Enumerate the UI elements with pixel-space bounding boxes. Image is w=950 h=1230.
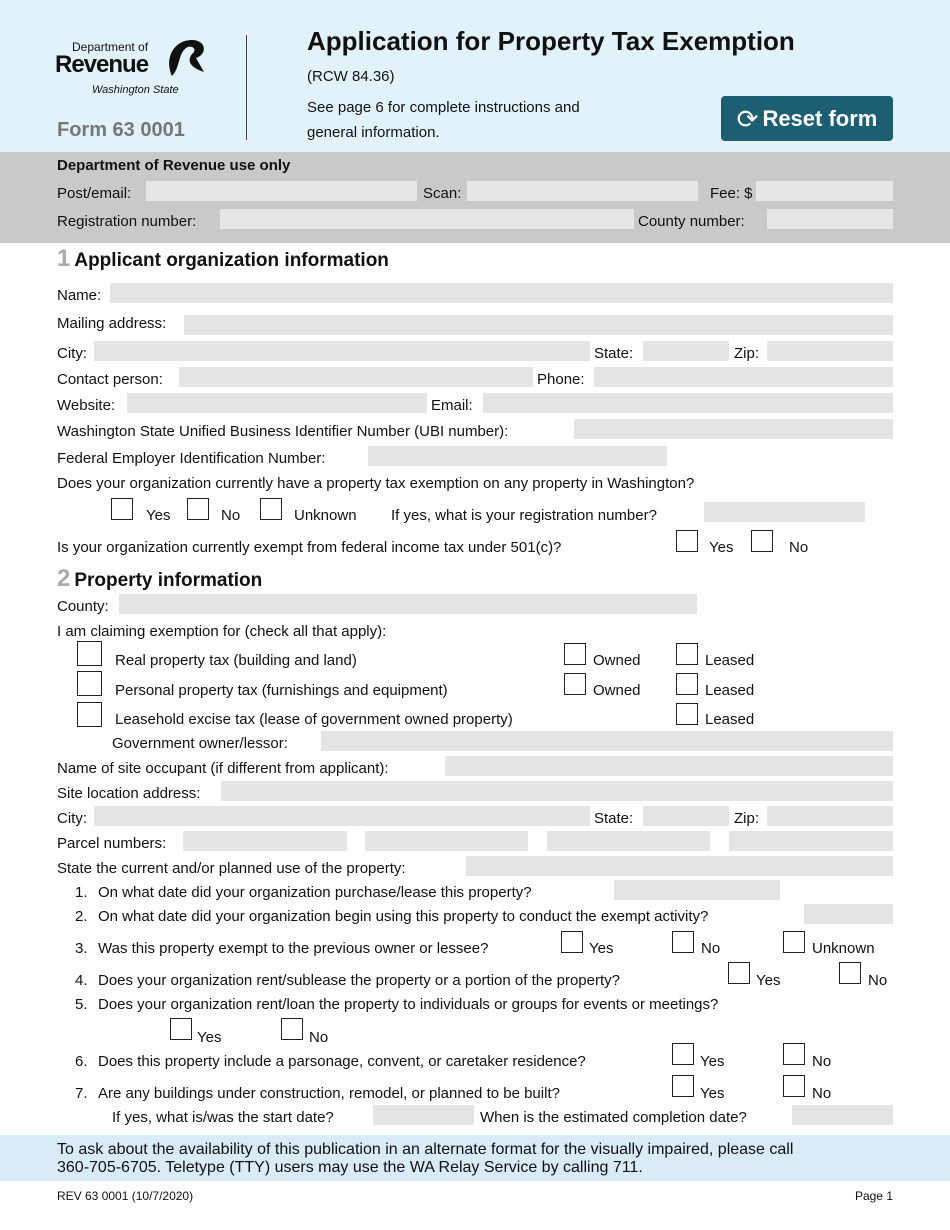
q3-yes-checkbox[interactable] — [561, 931, 583, 953]
label: Washington State Unified Business Identifier Number (UBI number): — [57, 423, 509, 440]
label: Post/email: — [57, 185, 132, 202]
question: Is your organization currently exempt from federal income tax under 501(c)? — [57, 539, 562, 556]
instructions-text: See page 6 for complete instructions and — [307, 99, 580, 116]
site-state-input[interactable] — [643, 806, 729, 826]
dor-registration-input[interactable] — [220, 209, 634, 229]
label: Leased — [705, 652, 755, 669]
q7-yes-checkbox[interactable] — [672, 1075, 694, 1097]
q6-no-checkbox[interactable] — [783, 1043, 805, 1065]
email-input[interactable] — [483, 393, 893, 413]
real-owned-checkbox[interactable] — [564, 643, 586, 665]
label: Website: — [57, 397, 116, 414]
label: Yes — [700, 1053, 725, 1070]
fee-input[interactable] — [756, 181, 893, 201]
501c-yes-checkbox[interactable] — [676, 530, 698, 552]
q4-yes-checkbox[interactable] — [728, 962, 750, 984]
question: Does your organization currently have a property tax exemption on any property in Washington? — [57, 475, 695, 492]
label: If yes, what is/was the start date? — [112, 1109, 334, 1126]
begin-use-date-input[interactable] — [804, 904, 893, 924]
exempt-no-checkbox[interactable] — [187, 498, 209, 520]
label: Owned — [593, 652, 641, 669]
label: No — [868, 972, 888, 989]
dor-logo — [55, 38, 210, 98]
label: Owned — [593, 682, 641, 699]
state-input[interactable] — [643, 341, 729, 361]
label: No — [309, 1029, 329, 1046]
label: Federal Employer Identification Number: — [57, 450, 326, 467]
label: County number: — [638, 213, 745, 230]
start-date-input[interactable] — [373, 1105, 474, 1125]
question-number: 3. — [75, 940, 88, 957]
government-owner-input[interactable] — [321, 731, 893, 751]
label: Unknown — [294, 507, 357, 524]
site-zip-input[interactable] — [767, 806, 893, 826]
completion-date-input[interactable] — [792, 1105, 893, 1125]
revision-code: REV 63 0001 (10/7/2020) — [57, 1189, 194, 1203]
label: Government owner/lessor: — [112, 735, 288, 752]
label: Yes — [709, 539, 734, 556]
header-divider — [246, 35, 247, 140]
label: County: — [57, 598, 109, 615]
logo-text: Revenue — [55, 51, 149, 78]
question: Are any buildings under construction, remodel, or planned to be built? — [98, 1085, 560, 1102]
rcw-reference: (RCW 84.36) — [307, 68, 395, 85]
label: Yes — [700, 1085, 725, 1102]
label: No — [812, 1085, 832, 1102]
label: Site location address: — [57, 785, 201, 802]
name-input[interactable] — [110, 283, 893, 303]
section-title: Property information — [74, 570, 263, 591]
site-occupant-input[interactable] — [445, 756, 893, 776]
question-number: 4. — [75, 972, 88, 989]
property-county-input[interactable] — [119, 594, 697, 614]
question: Does your organization rent/loan the property to individuals or groups for events or meetings? — [98, 996, 719, 1013]
label: Name of site occupant (if different from applicant): — [57, 760, 389, 777]
label: Yes — [756, 972, 781, 989]
label: City: — [57, 345, 87, 362]
question-number: 2. — [75, 908, 88, 925]
label: Yes — [589, 940, 614, 957]
logo-text: Department of — [72, 40, 149, 54]
label: Name: — [57, 287, 102, 304]
parcel-number-input-3[interactable] — [547, 831, 710, 851]
question-number: 1. — [75, 884, 88, 901]
form-number: Form 63 0001 — [57, 119, 185, 141]
label: If yes, what is your registration number? — [391, 507, 657, 524]
question-number: 6. — [75, 1053, 88, 1070]
city-input[interactable] — [94, 341, 590, 361]
county-number-input[interactable] — [767, 209, 893, 229]
leasehold-excise-checkbox[interactable] — [77, 702, 102, 727]
label: Scan: — [423, 185, 462, 202]
label: Fee: $ — [710, 185, 753, 202]
real-property-checkbox[interactable] — [77, 641, 102, 666]
question: Does this property include a parsonage, convent, or caretaker residence? — [98, 1053, 586, 1070]
personal-owned-checkbox[interactable] — [564, 673, 586, 695]
site-address-input[interactable] — [221, 781, 893, 801]
mailing-address-input[interactable] — [184, 315, 893, 335]
label: City: — [57, 810, 87, 827]
section-1-heading — [57, 245, 389, 272]
reset-form-button[interactable] — [721, 96, 893, 141]
accessibility-notice: 360-705-6705. Teletype (TTY) users may use the WA Relay Service by calling 711. — [57, 1159, 643, 1176]
ubi-input[interactable] — [574, 419, 893, 439]
label: No — [812, 1053, 832, 1070]
page-number: Page 1 — [854, 1189, 893, 1203]
site-city-input[interactable] — [94, 806, 590, 826]
property-use-input[interactable] — [466, 856, 893, 876]
question-number: 5. — [75, 996, 88, 1013]
website-input[interactable] — [127, 393, 427, 413]
section-number: 2 — [57, 565, 71, 592]
label: I am claiming exemption for (check all that apply): — [57, 623, 387, 640]
label: State: — [594, 810, 634, 827]
fein-input[interactable] — [368, 446, 667, 466]
q6-yes-checkbox[interactable] — [672, 1043, 694, 1065]
zip-input[interactable] — [767, 341, 893, 361]
section-2-heading — [57, 565, 263, 592]
label: Yes — [146, 507, 171, 524]
exempt-unknown-checkbox[interactable] — [260, 498, 282, 520]
label: Yes — [197, 1029, 222, 1046]
q5-no-checkbox[interactable] — [281, 1018, 303, 1040]
personal-leased-checkbox[interactable] — [676, 673, 698, 695]
q3-unknown-checkbox[interactable] — [783, 931, 805, 953]
label: State: — [594, 345, 634, 362]
label: Leased — [705, 711, 755, 728]
label: Personal property tax (furnishings and equipment) — [115, 682, 448, 699]
purchase-date-input[interactable] — [614, 880, 780, 900]
parcel-number-input-4[interactable] — [729, 831, 893, 851]
registration-number-input[interactable] — [704, 502, 865, 522]
real-leased-checkbox[interactable] — [676, 643, 698, 665]
question: On what date did your organization purchase/lease this property? — [98, 884, 532, 901]
personal-property-checkbox[interactable] — [77, 671, 102, 696]
dor-use-heading: Department of Revenue use only — [57, 157, 291, 174]
label: Zip: — [734, 345, 760, 362]
q7-no-checkbox[interactable] — [783, 1075, 805, 1097]
label: Email: — [431, 397, 473, 414]
scan-input[interactable] — [467, 181, 698, 201]
label: No — [789, 539, 809, 556]
reset-form-label: Reset form — [762, 105, 878, 131]
post-email-input[interactable] — [146, 181, 417, 201]
question: Does your organization rent/sublease the property or a portion of the property? — [98, 972, 620, 989]
q5-yes-checkbox[interactable] — [170, 1018, 192, 1040]
section-title: Applicant organization information — [74, 250, 389, 271]
label: No — [701, 940, 721, 957]
exempt-yes-checkbox[interactable] — [111, 498, 133, 520]
label: Phone: — [537, 371, 585, 388]
label: No — [221, 507, 241, 524]
phone-input[interactable] — [594, 367, 893, 387]
refresh-icon: ⟳ — [736, 103, 759, 134]
accessibility-notice: To ask about the availability of this publication in an alternate format for the visually impaired, please call — [57, 1141, 794, 1158]
instructions-text: general information. — [307, 124, 440, 141]
label: When is the estimated completion date? — [480, 1109, 747, 1126]
dor-logo-mark-icon — [162, 38, 208, 78]
leasehold-leased-checkbox[interactable] — [676, 703, 698, 725]
label: Real property tax (building and land) — [115, 652, 357, 669]
question: On what date did your organization begin using this property to conduct the exempt activity? — [98, 908, 709, 925]
label: Registration number: — [57, 213, 197, 230]
label: Contact person: — [57, 371, 163, 388]
label: Unknown — [812, 940, 875, 957]
label: Leasehold excise tax (lease of government owned property) — [115, 711, 513, 728]
q4-no-checkbox[interactable] — [839, 962, 861, 984]
label: Mailing address: — [57, 315, 167, 332]
q3-no-checkbox[interactable] — [672, 931, 694, 953]
logo-text: Washington State — [92, 84, 179, 96]
label: Zip: — [734, 810, 760, 827]
parcel-number-input-1[interactable] — [183, 831, 347, 851]
section-number: 1 — [57, 245, 71, 272]
page-title: Application for Property Tax Exemption — [307, 26, 795, 56]
501c-no-checkbox[interactable] — [751, 530, 773, 552]
label: State the current and/or planned use of the property: — [57, 860, 406, 877]
question-number: 7. — [75, 1085, 88, 1102]
parcel-number-input-2[interactable] — [365, 831, 528, 851]
question: Was this property exempt to the previous owner or lessee? — [98, 940, 489, 957]
label: Leased — [705, 682, 755, 699]
label: Parcel numbers: — [57, 835, 167, 852]
contact-person-input[interactable] — [179, 367, 533, 387]
